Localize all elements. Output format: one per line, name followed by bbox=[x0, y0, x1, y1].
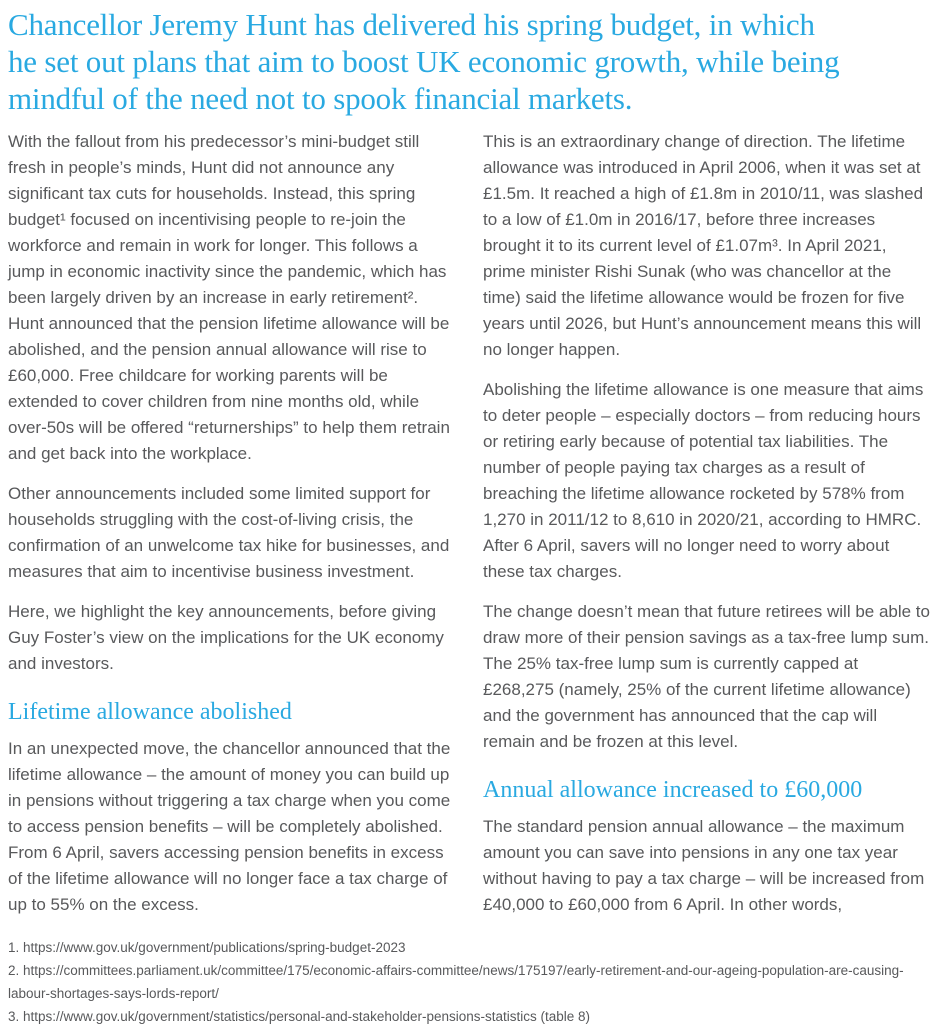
paragraph-highlights: Here, we highlight the key announcements, before giving Guy Foster’s view on the implications for the UK economy and investors. bbox=[8, 602, 444, 673]
paragraph-lifetime-allowance: In an unexpected move, the chancellor announced that the lifetime allowance – the amount of money you can build up in pensions without triggering a tax charge when you come to access pension benefits – will be completely abolished. From 6 April, savers accessing pension benefits in excess of the lifetime allowance will no longer face a tax charge of up to 55% on the excess. bbox=[8, 739, 451, 914]
section-heading-lifetime-allowance: Lifetime allowance abolished bbox=[8, 699, 292, 725]
footnotes bbox=[8, 936, 932, 1028]
headline-line-1: Chancellor Jeremy Hunt has delivered his spring budget, in which bbox=[8, 7, 815, 42]
footnote-3: 3. https://www.gov.uk/government/statistics/personal-and-stakeholder-pensions-statistics (table 8) bbox=[8, 1009, 591, 1024]
left-column bbox=[8, 129, 457, 932]
right-column bbox=[483, 129, 932, 932]
paragraph-abolishing-measure: Abolishing the lifetime allowance is one measure that aims to deter people – especially doctors – from reducing hours or retiring early because of potential tax liabilities. The number of people paying tax charges as a result of breaching the lifetime allowance rocketed by 578% from 1,270 in 2011/12 to 8,610 in 2020/21, according to HMRC. After 6 April, savers will no longer need to worry about these tax charges. bbox=[483, 380, 924, 581]
footnote-2: 2. https://committees.parliament.uk/committee/175/economic-affairs-committee/news/175197/early-retirement-and-our-ageing-population-are-causing-labour-shortages-says-lords-report/ bbox=[8, 963, 904, 1001]
paragraph-intro: With the fallout from his predecessor’s mini-budget still fresh in people’s minds, Hunt did not announce any significant tax cuts for households. Instead, this spring budget¹ focused on incentivising people to re-join the workforce and remain in work for longer. This follows a jump in economic inactivity since the pandemic, which has been largely driven by an increase in early retirement². Hunt announced that the pension lifetime allowance will be abolished, and the pension annual allowance will rise to £60,000. Free childcare for working parents will be extended to cover children from nine months old, while over-50s will be offered “returnerships” to help them retrain and get back into the workplace. bbox=[8, 132, 450, 463]
paragraph-annual-allowance: The standard pension annual allowance – the maximum amount you can save into pensions in any one tax year without having to pay a tax charge – will be increased from £40,000 to £60,000 from 6 April. In other words, bbox=[483, 817, 925, 914]
section-heading-annual-allowance: Annual allowance increased to £60,000 bbox=[483, 777, 863, 803]
paragraph-other-announcements: Other announcements included some limited support for households struggling with the cost-of-living crisis, the confirmation of an unwelcome tax hike for businesses, and measures that aim to incentivise business investment. bbox=[8, 484, 450, 581]
headline-line-3: mindful of the need not to spook financial markets. bbox=[8, 81, 633, 116]
page-title bbox=[8, 6, 932, 117]
two-column-body bbox=[8, 129, 932, 932]
headline-line-2: he set out plans that aim to boost UK economic growth, while being bbox=[8, 44, 840, 79]
footnote-1: 1. https://www.gov.uk/government/publications/spring-budget-2023 bbox=[8, 940, 406, 955]
paragraph-tax-free-lump-sum: The change doesn’t mean that future retirees will be able to draw more of their pension savings as a tax-free lump sum. The 25% tax-free lump sum is currently capped at £268,275 (namely, 25% of the current lifetime allowance) and the government has announced that the cap will remain and be frozen at this level. bbox=[483, 602, 930, 751]
paragraph-change-of-direction: This is an extraordinary change of direction. The lifetime allowance was introduced in April 2006, when it was set at £1.5m. It reached a high of £1.8m in 2010/11, was slashed to a low of £1.0m in 2016/17, before three increases brought it to its current level of £1.07m³. In April 2021, prime minister Rishi Sunak (who was chancellor at the time) said the lifetime allowance would be frozen for five years until 2026, but Hunt’s announcement means this will no longer happen. bbox=[483, 132, 924, 359]
